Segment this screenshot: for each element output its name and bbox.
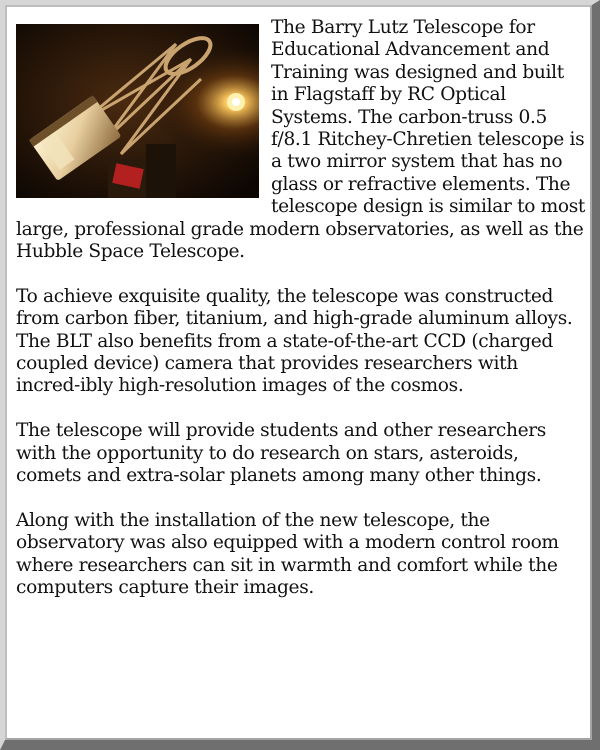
paragraph-construction: To achieve exquisite quality, the telescope was constructed from carbon fiber, titanium, and high-grade aluminum alloys. The BLT also benefits from a state-of-the-art CCD (charged coupled device) camera that provides researchers with incred-ibly high-resolution images of the cosmos. (16, 285, 573, 397)
paragraph-research: The telescope will provide students and other researchers with the opportunity to do research on stars, asteroids, comets and extra-solar planets among many other things. (16, 420, 547, 487)
article-content (16, 17, 586, 622)
paragraph-control-room: Along with the installation of the new telescope, the observatory was also equipped with a modern control room where researchers can sit in warmth and comfort while the computers capture their images. (16, 509, 559, 599)
paragraph-intro: The Barry Lutz Telescope for Educational Advancement and Training was designed and built in Flagstaff by RC Optical Systems. The carbon-truss 0.5 f/8.1 Ritchey-Chretien telescope is a two mirror system that has no glass or refractive elements. The telescope design is similar to most large, professional grade modern observatories, as well as the Hubble Space Telescope. (16, 17, 586, 263)
telescope-photo (16, 24, 259, 198)
